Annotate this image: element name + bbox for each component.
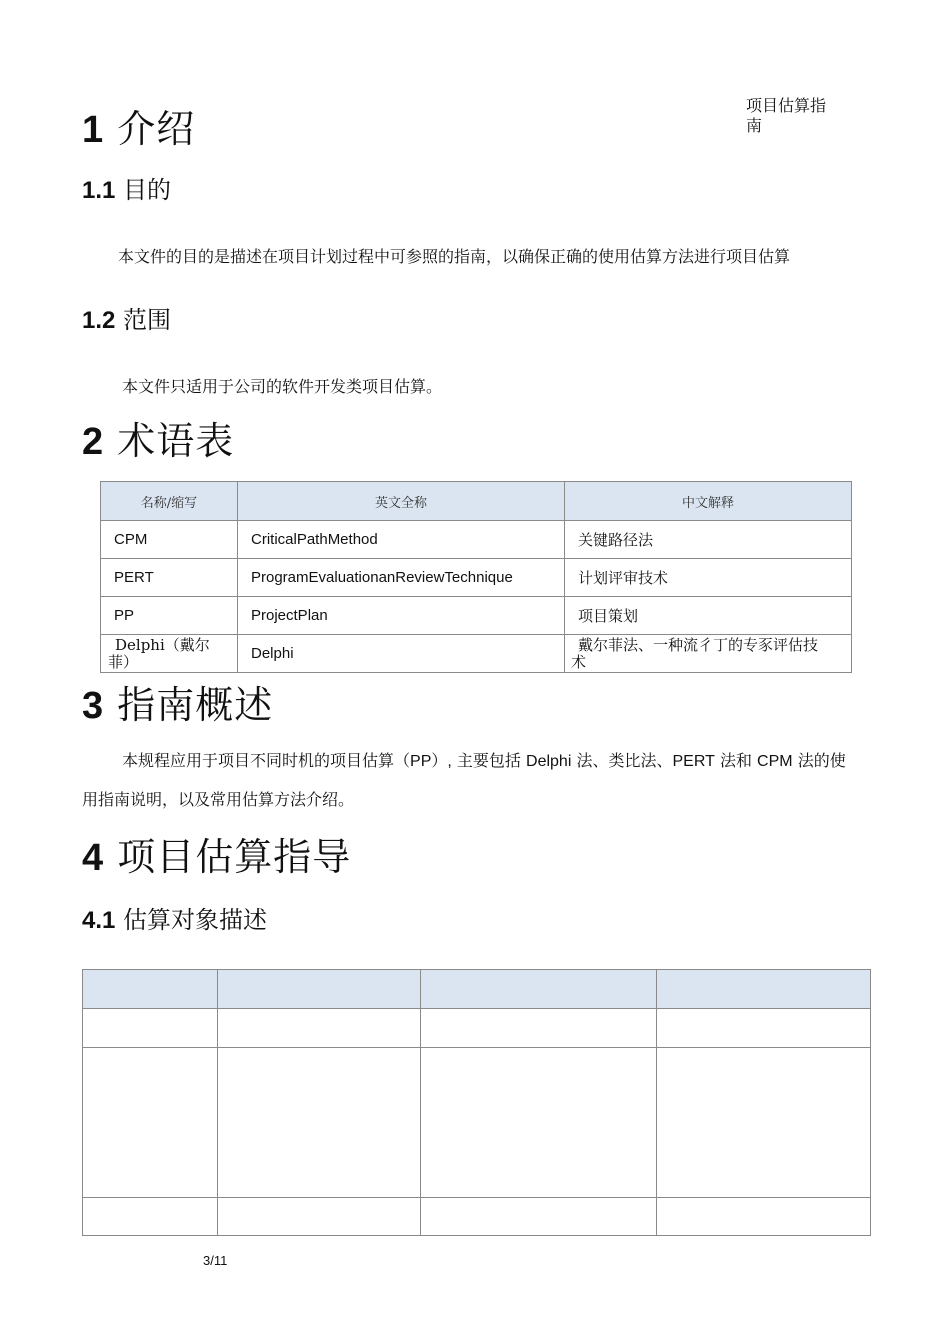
section-number: 1.2 — [82, 307, 116, 334]
section-number: 1.1 — [82, 177, 116, 204]
table-cell — [657, 1198, 871, 1236]
section-number: 2 — [82, 421, 105, 463]
overview-paragraph — [82, 742, 872, 819]
chinese-cell: 计划评审技术 — [565, 559, 852, 597]
text-run: , — [447, 753, 452, 770]
text-run: PERT — [672, 753, 715, 770]
table-cell — [657, 970, 871, 1009]
section-title: 范围 — [123, 306, 172, 334]
section-title: 目的 — [123, 176, 172, 204]
chinese-cell: 关键路径法 — [565, 521, 852, 559]
table-cell — [218, 1009, 421, 1048]
section-title: 指南概述 — [117, 683, 274, 727]
abbr-line: Delphi（戴尔 — [115, 635, 210, 654]
table-cell — [421, 970, 657, 1009]
text-run: PP — [410, 753, 432, 770]
english-cell: CriticalPathMethod — [238, 521, 565, 559]
glossary-table — [100, 481, 852, 673]
table-header-row — [83, 970, 871, 1009]
table-row — [101, 521, 852, 559]
table-row — [83, 1198, 871, 1236]
table-cell — [218, 970, 421, 1009]
overview-line — [82, 742, 872, 781]
table-cell — [421, 1009, 657, 1048]
table-cell — [83, 1198, 218, 1236]
column-header: 中文解释 — [565, 482, 852, 521]
section-1-1-heading — [82, 170, 171, 205]
text-run: 主要包括 — [451, 751, 527, 770]
table-row — [101, 635, 852, 673]
abbr-cell: PERT — [101, 559, 238, 597]
table-cell — [83, 1048, 218, 1198]
section-3-heading — [82, 674, 273, 729]
text-run: ） — [431, 751, 448, 770]
chinese-line: 戴尔菲法、一种流彳丁的专豕评估技 — [578, 635, 819, 654]
column-header: 英文全称 — [238, 482, 565, 521]
section-number: 4 — [82, 837, 105, 879]
table-cell — [83, 1009, 218, 1048]
section-title: 术语表 — [117, 419, 235, 463]
text-run: 本规程应用于项目不同时机的项目估算（ — [122, 751, 411, 770]
text-run: 法的使 — [792, 751, 846, 770]
table-cell — [218, 1048, 421, 1198]
table-cell — [421, 1198, 657, 1236]
text-run: Delphi — [526, 753, 572, 770]
section-2-heading — [82, 410, 234, 465]
section-title: 介绍 — [117, 107, 196, 151]
abbr-cell: PP — [101, 597, 238, 635]
section-4-heading — [82, 826, 351, 881]
section-1-2-heading — [82, 300, 171, 335]
section-number: 4.1 — [82, 907, 116, 934]
overview-line: 用指南说明，以及常用估算方法介绍。 — [82, 790, 355, 809]
abbr-cell: CPM — [101, 521, 238, 559]
table-row — [83, 1009, 871, 1048]
estimation-object-table — [82, 969, 871, 1236]
english-cell: Delphi — [238, 635, 565, 673]
table-cell — [83, 970, 218, 1009]
chinese-line: 术 — [571, 652, 587, 671]
table-cell — [421, 1048, 657, 1198]
abbr-line: 菲） — [108, 652, 139, 671]
column-header: 名称/缩写 — [101, 482, 238, 521]
text-run: 法和 — [714, 751, 758, 770]
section-title: 项目估算指导 — [117, 835, 352, 879]
english-cell: ProjectPlan — [238, 597, 565, 635]
purpose-paragraph: 本文件的目的是描述在项目计划过程中可参照的指南，以确保正确的使用估算方法进行项目估算 — [118, 247, 791, 266]
page-number: 3/11 — [203, 1253, 228, 1268]
chinese-cell — [565, 635, 852, 673]
scope-paragraph: 本文件只适用于公司的软件开发类项目估算。 — [122, 377, 443, 396]
page-header-title: 项目估算指南 — [746, 96, 827, 135]
abbr-cell — [101, 635, 238, 673]
table-row — [101, 559, 852, 597]
english-cell: ProgramEvaluationanReviewTechnique — [238, 559, 565, 597]
section-number: 3 — [82, 685, 105, 727]
chinese-cell: 项目策划 — [565, 597, 852, 635]
text-run: 法、类比法、 — [571, 751, 673, 770]
table-cell — [218, 1198, 421, 1236]
table-cell — [657, 1009, 871, 1048]
section-1-heading — [82, 98, 195, 153]
section-title: 估算对象描述 — [123, 906, 268, 934]
section-number: 1 — [82, 109, 105, 151]
section-4-1-heading — [82, 900, 267, 935]
table-header-row — [101, 482, 852, 521]
text-run: CPM — [757, 753, 793, 770]
table-cell — [657, 1048, 871, 1198]
table-row — [83, 1048, 871, 1198]
table-row — [101, 597, 852, 635]
